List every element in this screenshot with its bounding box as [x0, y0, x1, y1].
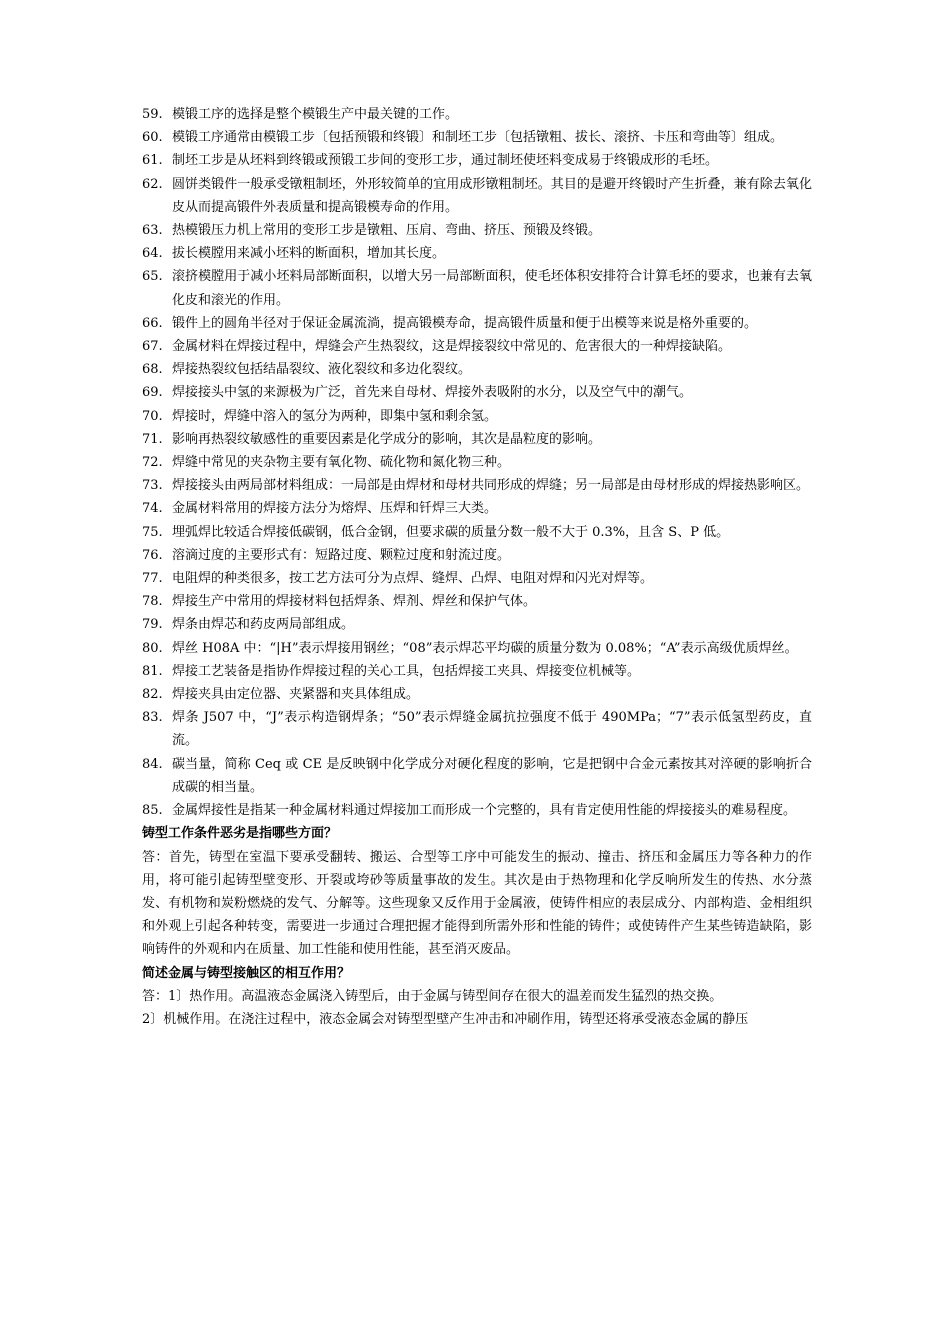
list-item-number: 79. — [142, 617, 163, 633]
qa-section — [142, 822, 812, 1031]
list-item — [142, 706, 812, 752]
list-item — [142, 335, 812, 358]
list-item — [142, 358, 812, 381]
list-item-text: 金属材料在焊接过程中，焊缝会产生热裂纹，这是焊接裂纹中常见的、危害很大的一种焊接缺陷。 — [172, 339, 732, 355]
list-item-number: 84. — [142, 756, 163, 772]
list-item — [142, 544, 812, 567]
list-item-number: 61. — [142, 153, 163, 169]
list-item-text: 碳当量，简称 Ceq 或 CE 是反映钢中化学成分对硬化程度的影响，它是把钢中合金元素按其对淬硬的影响折合成碳的相当量。 — [172, 756, 812, 795]
list-item-number: 81. — [142, 663, 163, 679]
list-item — [142, 567, 812, 590]
list-item-number: 71. — [142, 431, 163, 447]
list-item-number: 83. — [142, 710, 163, 726]
list-item — [142, 428, 812, 451]
list-item-number: 69. — [142, 385, 163, 401]
list-item — [142, 753, 812, 799]
list-item — [142, 405, 812, 428]
list-item-number: 65. — [142, 269, 163, 285]
list-item-text: 焊接时，焊缝中溶入的氢分为两种，即集中氢和剩余氢。 — [172, 408, 498, 424]
list-item — [142, 265, 812, 311]
list-item-text: 焊条 J507 中，“J”表示构造钢焊条；“50”表示焊缝金属抗拉强度不低于 490MPa；“7”表示低氢型药皮，直流。 — [172, 710, 812, 749]
list-item — [142, 312, 812, 335]
list-item-text: 模锻工序通常由模锻工步〔包括预锻和终锻〕和制坯工步〔包括镦粗、拔长、滚挤、卡压和弯曲等〕组成。 — [172, 130, 784, 146]
list-item-text: 焊接工艺装备是指协作焊接过程的关心工具，包括焊接工夹具、焊接变位机械等。 — [172, 663, 641, 679]
list-item — [142, 474, 812, 497]
list-item-number: 73. — [142, 478, 163, 494]
list-item-number: 76. — [142, 547, 163, 563]
list-item-text: 焊缝中常见的夹杂物主要有氧化物、硫化物和氮化物三种。 — [172, 455, 511, 471]
list-item — [142, 381, 812, 404]
list-item-number: 70. — [142, 408, 163, 424]
list-item-number: 80. — [142, 640, 163, 656]
list-item — [142, 590, 812, 613]
answer-paragraph: 2〕机械作用。在浇注过程中，液态金属会对铸型型壁产生冲击和冲刷作用，铸型还将承受液态金属的静压 — [142, 1011, 749, 1027]
list-item — [142, 242, 812, 265]
list-item-number: 60. — [142, 130, 163, 146]
list-item-number: 64. — [142, 246, 163, 262]
answer-paragraph: 答：首先，铸型在室温下要承受翻转、搬运、合型等工序中可能发生的振动、撞击、挤压和金属压力等各种力的作用，将可能引起铸型壁变形、开裂或垮砂等质量事故的发生。其次是由于热物理和化学反响所发生的传热、水分蒸发、有机物和炭粉燃烧的发气、分解等。这些现象又反作用于金属液，使铸件相应的表层成分、内部构造、金相组织和外观上引起各种转变，需要进一步通过合理把握才能得到所需外形和性能的铸件；或使铸件产生某些铸造缺陷，影响铸件的外观和内在质量、加工性能和使用性能，甚至消灭废品。 — [142, 849, 812, 958]
list-item-text: 焊条由焊芯和药皮两局部组成。 — [172, 617, 355, 633]
list-item — [142, 637, 812, 660]
list-item — [142, 219, 812, 242]
question-heading: 铸型工作条件恶劣是指哪些方面？ — [142, 826, 338, 842]
list-item — [142, 149, 812, 172]
list-item-number: 75. — [142, 524, 163, 540]
list-item-text: 溶滴过度的主要形式有：短路过度、颗粒过度和射流过度。 — [172, 547, 511, 563]
numbered-list — [142, 103, 812, 822]
list-item — [142, 613, 812, 636]
list-item-number: 67. — [142, 339, 163, 355]
list-item — [142, 451, 812, 474]
list-item-number: 62. — [142, 176, 163, 192]
list-item-number: 85. — [142, 803, 163, 819]
list-item — [142, 103, 812, 126]
list-item-number: 77. — [142, 571, 163, 587]
list-item-number: 78. — [142, 594, 163, 610]
list-item — [142, 660, 812, 683]
question-heading: 简述金属与铸型接触区的相互作用？ — [142, 965, 351, 981]
list-item-text: 焊接夹具由定位器、夹紧器和夹具体组成。 — [172, 687, 420, 703]
list-item-text: 热模锻压力机上常用的变形工步是镦粗、压肩、弯曲、挤压、预锻及终锻。 — [172, 223, 602, 239]
list-item-text: 圆饼类锻件一般承受镦粗制坯，外形较简单的宜用成形镦粗制坯。其目的是避开终锻时产生折叠，兼有除去氧化皮从而提高锻件外表质量和提高锻模寿命的作用。 — [172, 176, 812, 215]
list-item-text: 焊接接头中氢的来源极为广泛，首先来自母材、焊接外表吸附的水分，以及空气中的潮气。 — [172, 385, 693, 401]
list-item-text: 埋弧焊比较适合焊接低碳钢，低合金钢，但要求碳的质量分数一般不大于 0.3%，且含 S、P 低。 — [172, 524, 730, 540]
list-item-text: 焊接生产中常用的焊接材料包括焊条、焊剂、焊丝和保护气体。 — [172, 594, 537, 610]
list-item-number: 59. — [142, 107, 163, 122]
list-item-text: 滚挤模膛用于减小坯料局部断面积，以增大另一局部断面积，使毛坯体积安排符合计算毛坯的要求，也兼有去氧化皮和滚光的作用。 — [172, 269, 812, 308]
list-item-text: 焊丝 H08A 中：“|H”表示焊接用钢丝；“08”表示焊芯平均碳的质量分数为 0.08%；“A”表示高级优质焊丝。 — [172, 640, 798, 656]
list-item-text: 电阻焊的种类很多，按工艺方法可分为点焊、缝焊、凸焊、电阻对焊和闪光对焊等。 — [172, 571, 654, 587]
list-item — [142, 126, 812, 149]
document-content — [142, 103, 812, 1031]
list-item — [142, 521, 812, 544]
list-item-text: 锻件上的圆角半径对于保证金属流淌，提高锻模寿命，提高锻件质量和便于出模等来说是格外重要的。 — [172, 315, 758, 331]
list-item-number: 63. — [142, 223, 163, 239]
list-item-text: 制坯工步是从坯料到终锻或预锻工步间的变形工步，通过制坯使坯料变成易于终锻成形的毛坯。 — [172, 153, 719, 169]
list-item-number: 72. — [142, 455, 163, 471]
answer-paragraph: 答：1〕热作用。高温液态金属浇入铸型后，由于金属与铸型间存在很大的温差而发生猛烈的热交换。 — [142, 988, 723, 1004]
list-item-text: 模锻工序的选择是整个模锻生产中最关键的工作。 — [172, 107, 459, 122]
list-item-text: 焊接热裂纹包括结晶裂纹、液化裂纹和多边化裂纹。 — [172, 362, 472, 378]
list-item-number: 82. — [142, 687, 163, 703]
list-item — [142, 683, 812, 706]
list-item-number: 74. — [142, 501, 163, 517]
list-item-text: 金属材料常用的焊接方法分为熔焊、压焊和钎焊三大类。 — [172, 501, 498, 517]
list-item-number: 66. — [142, 315, 163, 331]
list-item-text: 焊接接头由两局部材料组成：一局部是由焊材和母材共同形成的焊缝；另一局部是由母材形成的焊接热影响区。 — [172, 478, 810, 494]
list-item-text: 影响再热裂纹敏感性的重要因素是化学成分的影响，其次是晶粒度的影响。 — [172, 431, 602, 447]
list-item — [142, 799, 812, 822]
list-item-text: 金属焊接性是指某一种金属材料通过焊接加工而形成一个完整的，具有肯定使用性能的焊接接头的难易程度。 — [172, 803, 797, 819]
list-item — [142, 497, 812, 520]
list-item-text: 拔长模膛用来减小坯料的断面积，增加其长度。 — [172, 246, 446, 262]
list-item — [142, 173, 812, 219]
list-item-number: 68. — [142, 362, 163, 378]
